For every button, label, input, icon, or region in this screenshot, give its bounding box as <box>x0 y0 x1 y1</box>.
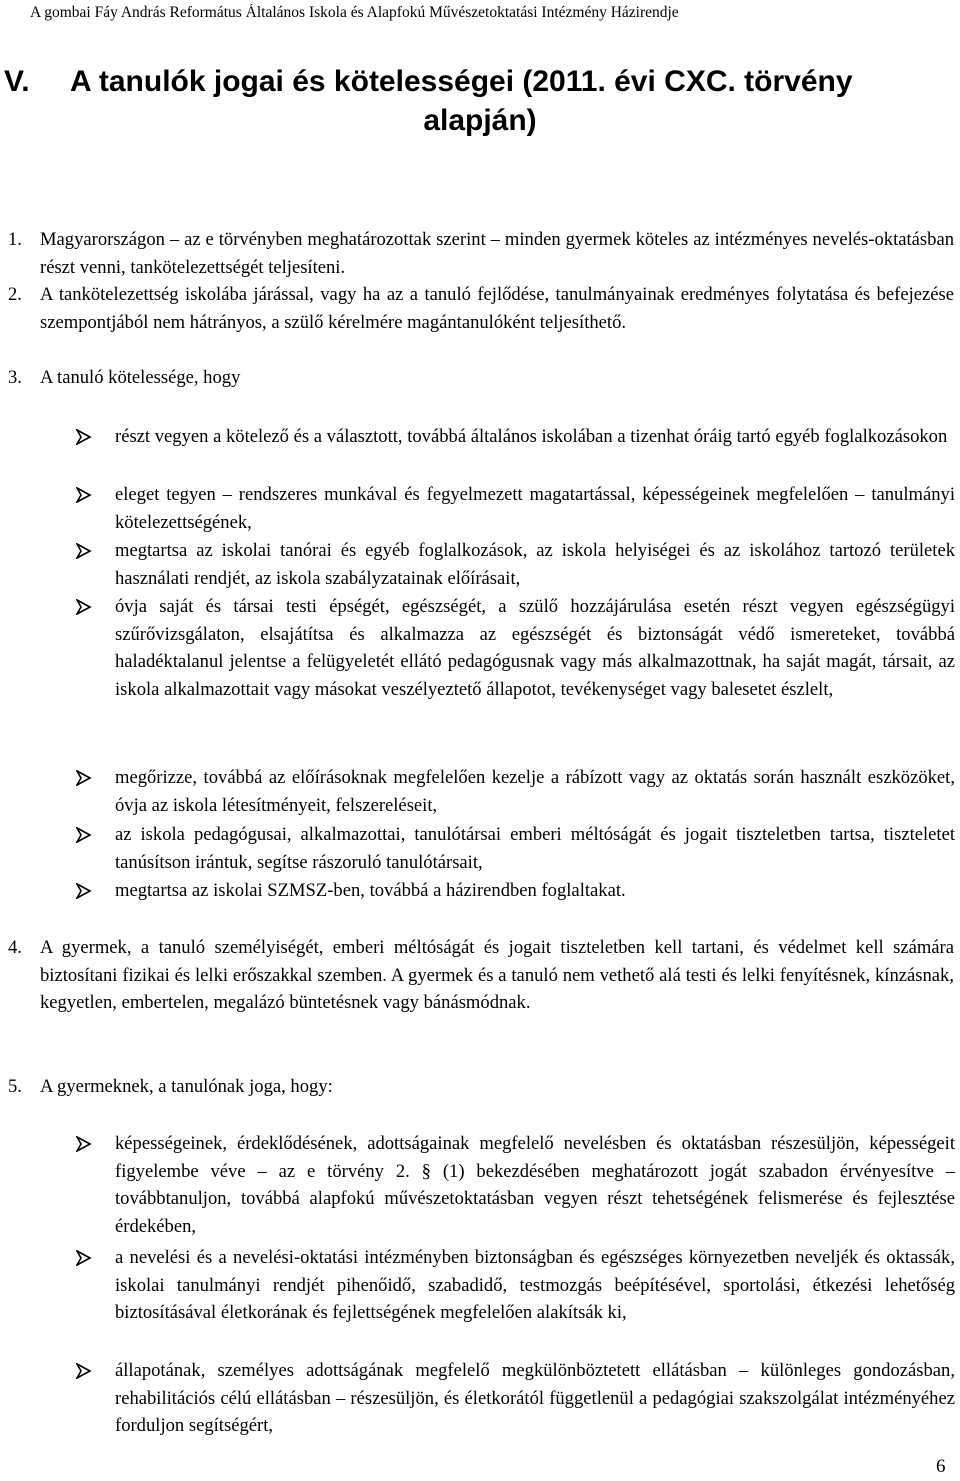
section-text: A tankötelezettség iskolába járással, vagy ha az a tanuló fejlődése, tanulmányainak eredményes folytatása és befejezése szempontjából nem hátrányos, a szülő kérelmére magántanulóként teljesíthető. <box>40 284 954 333</box>
list-item <box>115 821 955 876</box>
section-text: A gyermek, a tanuló személyiségét, emberi méltóságát és jogait tiszteletben kell tartani, és védelmet kell számára biztosítani fizikai és lelki erőszakkal szemben. A gyermek és a tanuló nem vethető alá testi és lelki fenyítésnek, kínzásnak, kegyetlen, embertelen, megalázó büntetésnek vagy bánásmódnak. <box>40 937 954 1014</box>
section-text: A tanuló kötelessége, hogy <box>40 367 241 388</box>
arrow-bullet-icon <box>76 429 92 445</box>
list-item-text: az iskola pedagógusai, alkalmazottai, tanulótársai emberi méltóságát és jogait tiszteletben tartsa, tiszteletet tanúsítson irántuk, segítse rászoruló tanulótársait, <box>115 824 955 873</box>
section-number: 1. <box>8 229 22 250</box>
list-item <box>115 593 955 704</box>
page-number: 6 <box>936 1456 946 1477</box>
arrow-bullet-icon <box>76 487 92 503</box>
arrow-bullet-icon <box>76 1363 92 1379</box>
list-item <box>115 423 955 451</box>
section-text: A gyermeknek, a tanulónak joga, hogy: <box>40 1076 333 1097</box>
list-item-text: állapotának, személyes adottságának megfelelő megkülönböztetett ellátásban – különleges gondozásban, rehabilitációs célú ellátásban – részesüljön, és életkorától függetlenül a pedagógiai szakszolgálat intézményéhez forduljon segítségért, <box>115 1360 955 1437</box>
list-item <box>115 764 955 819</box>
section-number: 5. <box>8 1076 22 1097</box>
list-item-text: megtartsa az iskolai tanórai és egyéb foglalkozások, az iskola helyiségei és az iskolához tartozó területek használati rendjét, az iskola szabályzatainak előírásait, <box>115 540 955 589</box>
list-item-text: eleget tegyen – rendszeres munkával és fegyelmezett magatartással, képességeinek megfelelően – tanulmányi kötelezettségének, <box>115 484 955 533</box>
section-1 <box>8 226 954 281</box>
section-number: 2. <box>8 284 22 305</box>
list-item <box>115 1357 955 1440</box>
section-3 <box>8 364 954 392</box>
list-item-text: képességeinek, érdeklődésének, adottságainak megfelelő nevelésben és oktatásban részesüljön, képességeit figyelembe véve – az e törvény 2. § (1) bekezdésében meghatározott jogát szabadon érvényesítve – továbbtanuljon, továbbá alapfokú művészetoktatásban vegyen részt tehetségének felismerése és fejlesztése érdekében, <box>115 1133 955 1238</box>
list-item <box>115 877 955 905</box>
running-header: A gombai Fáy András Református Általános Iskola és Alapfokú Művészetoktatási Intézmény Házirendje <box>30 4 679 21</box>
list-item-text: megőrizze, továbbá az előírásoknak megfelelően kezelje a rábízott vagy az oktatás során használt eszközöket, óvja az iskola létesítményeit, felszereléseit, <box>115 767 955 816</box>
section-text: Magyarországon – az e törvényben meghatározottak szerint – minden gyermek köteles az intézményes nevelés-oktatásban részt venni, tankötelezettségét teljesíteni. <box>40 229 954 278</box>
list-item-text: óvja saját és társai testi épségét, egészségét, a szülő hozzájárulása esetén részt vegyen egészségügyi szűrővizsgálaton, elsajátítsa és alkalmazza az egészségét és biztonságát védő ismereteket, továbbá haladéktalanul jelentse a felügyeletét ellátó pedagógusnak vagy más alkalmazottnak, ha saját magát, társait, az iskola alkalmazottait vagy másokat veszélyeztető állapotot, tevékenységet vagy balesetet észlelt, <box>115 596 955 701</box>
list-item <box>115 481 955 536</box>
arrow-bullet-icon <box>76 543 92 559</box>
section-number: 4. <box>8 937 22 958</box>
arrow-bullet-icon <box>76 1250 92 1266</box>
chapter-title-line-1: A tanulók jogai és kötelességei (2011. évi CXC. törvény <box>70 65 853 98</box>
arrow-bullet-icon <box>76 770 92 786</box>
section-4 <box>8 934 954 1017</box>
list-item-text: megtartsa az iskolai SZMSZ-ben, továbbá a házirendben foglaltakat. <box>115 880 626 901</box>
arrow-bullet-icon <box>76 599 92 615</box>
section-2 <box>8 281 954 336</box>
section-5 <box>8 1073 954 1101</box>
list-item-text: részt vegyen a kötelező és a választott, továbbá általános iskolában a tizenhat óráig tartó egyéb foglalkozásokon <box>115 426 948 447</box>
arrow-bullet-icon <box>76 1136 92 1152</box>
section-number: 3. <box>8 367 22 388</box>
list-item <box>115 1244 955 1327</box>
list-item <box>115 1130 955 1241</box>
list-item-text: a nevelési és a nevelési-oktatási intézményben biztonságban és egészséges környezetben neveljék és oktassák, iskolai tanulmányi rendjét pihenőidő, szabadidő, testmozgás beépítésével, sportolási, étkezési lehetőség biztosításával életkorának és fejlettségének megfelelően alakítsák ki, <box>115 1247 955 1324</box>
arrow-bullet-icon <box>76 883 92 899</box>
list-item <box>115 537 955 592</box>
chapter-number: V. <box>4 65 30 98</box>
chapter-title-line-2: alapján) <box>423 104 537 137</box>
arrow-bullet-icon <box>76 827 92 843</box>
